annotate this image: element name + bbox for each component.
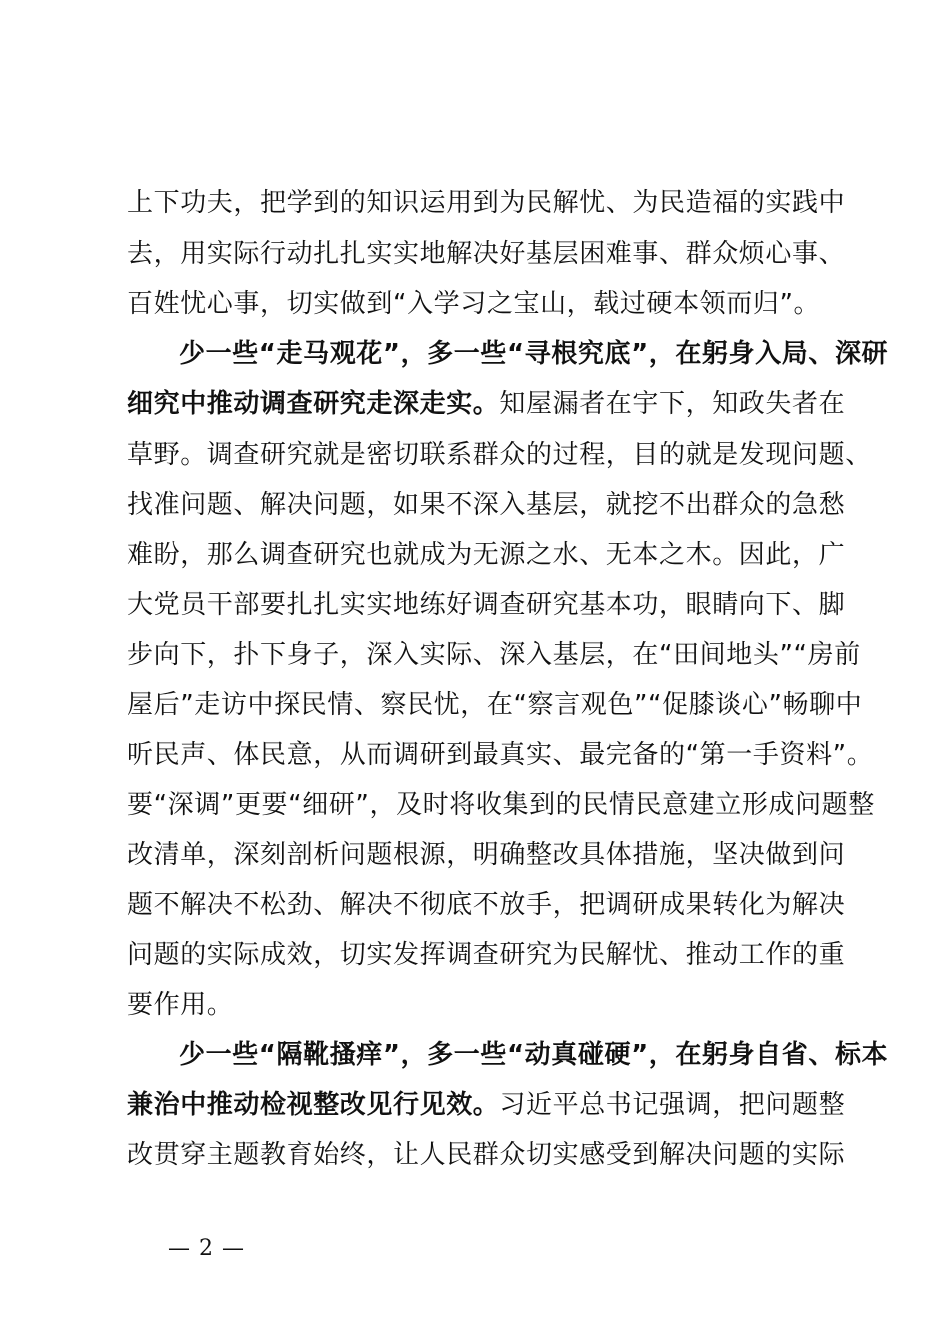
paragraph-2-heading-rest: 知屋漏者在宇下，知政失者在 xyxy=(499,389,846,419)
paragraph-3-heading-rest: 习近平总书记强调，把问题整 xyxy=(499,1090,846,1120)
paragraph-2-line-5: 步向下，扑下身子，深入实际、深入基层，在“田间地头”“房前 xyxy=(127,640,861,670)
paragraph-1-line-1: 上下功夫，把学到的知识运用到为民解忧、为民造福的实践中 xyxy=(127,188,846,218)
paragraph-3-heading-bold: 兼治中推动检视整改见行见效。 xyxy=(127,1090,500,1120)
paragraph-1-line-3: 百姓忧心事，切实做到“入学习之宝山，载过硬本领而归”。 xyxy=(127,289,821,319)
paragraph-2-line-4: 大党员干部要扎扎实实地练好调查研究基本功，眼睛向下、脚 xyxy=(127,590,846,620)
paragraph-2-line-1: 草野。调查研究就是密切联系群众的过程，目的就是发现问题、 xyxy=(127,440,872,470)
paragraph-3-heading-line-1: 少一些“隔靴搔痒”，多一些“动真碰硬”，在躬身自省、标本 xyxy=(179,1040,889,1070)
paragraph-2-line-10: 题不解决不松劲、解决不彻底不放手，把调研成果转化为解决 xyxy=(127,890,846,920)
paragraph-3-line-1: 改贯穿主题教育始终，让人民群众切实感受到解决问题的实际 xyxy=(127,1140,846,1170)
paragraph-2-heading-line-2 xyxy=(127,379,847,429)
page-number: — 2 — xyxy=(168,1236,245,1261)
paragraph-1-line-2: 去，用实际行动扎扎实实地解决好基层困难事、群众烦心事、 xyxy=(127,239,846,269)
paragraph-2-line-7: 听民声、体民意，从而调研到最真实、最完备的“第一手资料”。 xyxy=(127,740,874,770)
paragraph-2-line-8: 要“深调”更要“细研”，及时将收集到的民情民意建立形成问题整 xyxy=(127,790,875,820)
paragraph-2-line-2: 找准问题、解决问题，如果不深入基层，就挖不出群众的急愁 xyxy=(127,490,846,520)
paragraph-2-line-12: 要作用。 xyxy=(127,990,234,1020)
paragraph-2-line-6: 屋后”走访中探民情、察民忧，在“察言观色”“促膝谈心”畅聊中 xyxy=(127,690,863,720)
paragraph-2-heading-bold: 细究中推动调查研究走深走实。 xyxy=(127,389,500,419)
paragraph-2-line-11: 问题的实际成效，切实发挥调查研究为民解忧、推动工作的重 xyxy=(127,940,846,970)
paragraph-2-line-9: 改清单，深刻剖析问题根源，明确整改具体措施，坚决做到问 xyxy=(127,840,846,870)
paragraph-2-line-3: 难盼，那么调查研究也就成为无源之水、无本之木。因此，广 xyxy=(127,540,846,570)
paragraph-2-heading-line-1: 少一些“走马观花”，多一些“寻根究底”，在躬身入局、深研 xyxy=(179,339,889,369)
paragraph-3-heading-line-2 xyxy=(127,1080,847,1130)
